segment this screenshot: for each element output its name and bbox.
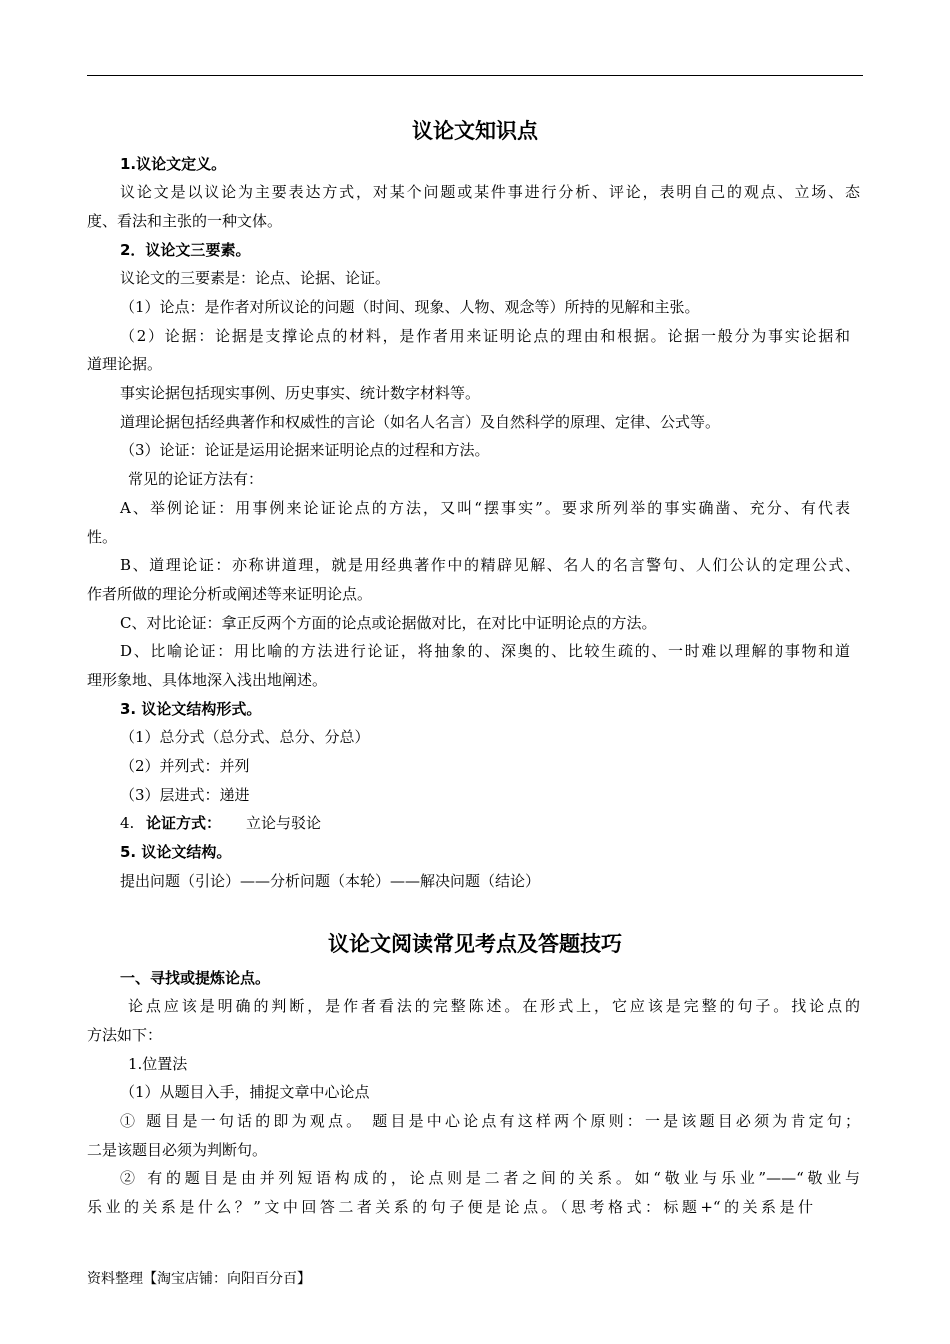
paragraph-line: 立论与驳论 <box>246 814 322 832</box>
paragraph-line: D、比喻论证：用比喻的方法进行论证，将抽象的、深奥的、比较生疏的、一时难以理解的事物和道 <box>120 642 850 660</box>
paragraph-line: 理形象地、具体地深入浅出地阐述。 <box>87 671 328 689</box>
paragraph-line: （2）并列式：并列 <box>120 757 250 775</box>
paragraph-line: A、举例论证：用事例来论证论点的方法，又叫“摆事实”。要求所列举的事实确凿、充分、有代表 <box>120 499 850 517</box>
section-heading: 5. 议论文结构。 <box>120 843 232 861</box>
paragraph-line: ② 有的题目是由并列短语构成的，论点则是二者之间的关系。如“敬业与乐业”——“敬业与 <box>120 1169 860 1187</box>
section-heading: 论证方式： <box>146 814 222 832</box>
header-rule <box>87 75 863 76</box>
paragraph-line: 事实论据包括现实事例、历史事实、统计数字材料等。 <box>120 384 481 402</box>
paragraph-line: （3）论证：论证是运用论据来证明论点的过程和方法。 <box>120 441 490 459</box>
paragraph-line: （1）论点：是作者对所议论的问题（时间、现象、人物、观念等）所持的见解和主张。 <box>120 298 700 316</box>
paragraph-line: （3）层进式：递进 <box>120 786 250 804</box>
paragraph-line: 提出问题（引论）——分析问题（本轮）——解决问题（结论） <box>120 872 541 890</box>
paragraph-line: 方法如下： <box>87 1026 163 1044</box>
page-footer: 资料整理【淘宝店铺：向阳百分百】 <box>87 1271 311 1287</box>
paragraph-line: 性。 <box>87 528 118 546</box>
section-heading: 2．议论文三要素。 <box>120 241 251 259</box>
paragraph-line: 度、看法和主张的一种文体。 <box>87 212 283 230</box>
paragraph-line: （1）从题目入手，捕捉文章中心论点 <box>120 1083 370 1101</box>
paragraph-line: （2）论据：论据是支撑论点的材料，是作者用来证明论点的理由和根据。论据一般分为事实论据和 <box>120 327 850 345</box>
section-heading: 1.议论文定义。 <box>120 155 227 173</box>
paragraph-line: 1.位置法 <box>128 1055 188 1073</box>
page-title: 议论文知识点 <box>412 119 538 143</box>
section-title: 议论文阅读常见考点及答题技巧 <box>328 932 622 956</box>
paragraph-line: 二是该题目必须为判断句。 <box>87 1141 268 1159</box>
paragraph-line: 常见的论证方法有： <box>128 470 264 488</box>
section-heading: 一、寻找或提炼论点。 <box>120 969 271 987</box>
paragraph-line: 道理论据。 <box>87 355 163 373</box>
section-number: 4. <box>120 814 135 832</box>
paragraph-line: 作者所做的理论分析或阐述等来证明论点。 <box>87 585 373 603</box>
section-heading: 3. 议论文结构形式。 <box>120 700 262 718</box>
paragraph-line: 论点应该是明确的判断，是作者看法的完整陈述。在形式上，它应该是完整的句子。找论点的 <box>128 997 860 1015</box>
paragraph-line: B、道理论证：亦称讲道理，就是用经典著作中的精辟见解、名人的名言警句、人们公认的定理公式、 <box>120 556 860 574</box>
paragraph-line: ① 题目是一句话的即为观点。 题目是中心论点有这样两个原则：一是该题目必须为肯定句； <box>120 1112 860 1130</box>
paragraph-line: （1）总分式（总分式、总分、分总） <box>120 728 370 746</box>
paragraph-line: 乐业的关系是什么？”文中回答二者关系的句子便是论点。（思考格式：标题+“的关系是什 <box>87 1198 813 1216</box>
paragraph-line: 道理论据包括经典著作和权威性的言论（如名人名言）及自然科学的原理、定律、公式等。 <box>120 413 721 431</box>
paragraph-line: 议论文是以议论为主要表达方式，对某个问题或某件事进行分析、评论，表明自己的观点、立场、态 <box>120 183 860 201</box>
paragraph-line: 议论文的三要素是：论点、论据、论证。 <box>120 269 391 287</box>
paragraph-line: C、对比论证：拿正反两个方面的论点或论据做对比，在对比中证明论点的方法。 <box>120 614 657 632</box>
